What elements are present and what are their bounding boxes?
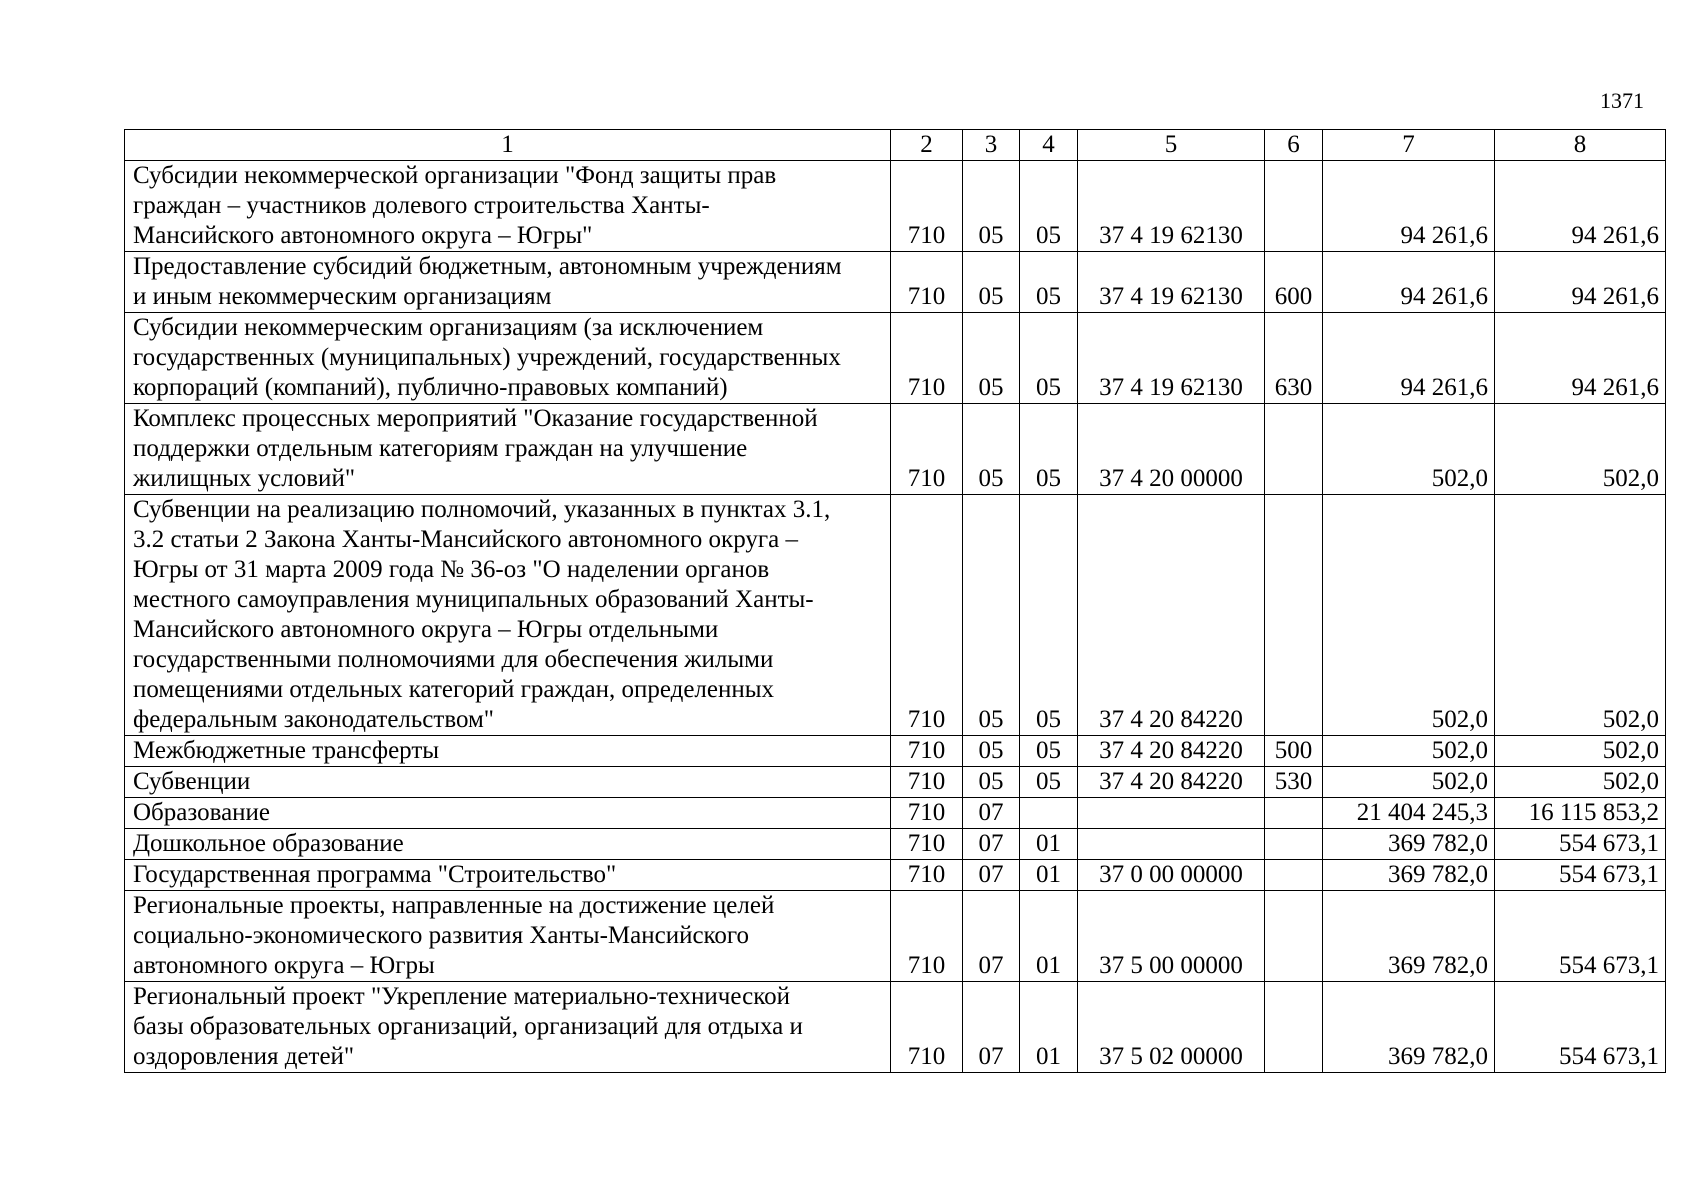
row-name-cell: Региональные проекты, направленные на достижение целей социально-экономического развития Ханты-Мансийского автономного округа – Югры [125,891,891,982]
section-code-cell: 05 [963,736,1020,767]
subsection-code-cell: 01 [1020,829,1078,860]
expense-type-cell [1265,161,1323,252]
amount-year2-cell: 554 673,1 [1495,982,1666,1073]
ministry-code-cell: 710 [891,252,963,313]
column-header: 1 [125,130,891,161]
expense-type-cell: 500 [1265,736,1323,767]
column-header: 5 [1078,130,1265,161]
table-row [125,495,1666,736]
target-article-cell: 37 4 20 00000 [1078,404,1265,495]
section-code-cell: 07 [963,798,1020,829]
target-article-cell: 37 4 20 84220 [1078,767,1265,798]
expense-type-cell [1265,982,1323,1073]
amount-year2-cell: 554 673,1 [1495,891,1666,982]
amount-year1-cell: 94 261,6 [1323,252,1495,313]
page-number: 1371 [1600,88,1644,113]
column-header: 6 [1265,130,1323,161]
subsection-code-cell: 01 [1020,982,1078,1073]
column-header: 7 [1323,130,1495,161]
amount-year1-cell: 21 404 245,3 [1323,798,1495,829]
section-code-cell: 05 [963,252,1020,313]
amount-year1-cell: 502,0 [1323,495,1495,736]
ministry-code-cell: 710 [891,829,963,860]
ministry-code-cell: 710 [891,891,963,982]
table-row [125,767,1666,798]
amount-year2-cell: 94 261,6 [1495,313,1666,404]
amount-year2-cell: 502,0 [1495,736,1666,767]
amount-year1-cell: 94 261,6 [1323,313,1495,404]
budget-table [124,129,1666,1073]
table-row [125,798,1666,829]
table-row [125,736,1666,767]
section-code-cell: 05 [963,161,1020,252]
target-article-cell: 37 4 19 62130 [1078,252,1265,313]
table-row [125,982,1666,1073]
subsection-code-cell [1020,798,1078,829]
row-name-cell: Комплекс процессных мероприятий "Оказание государственной поддержки отдельным категориям граждан на улучшение жилищных условий" [125,404,891,495]
column-header: 3 [963,130,1020,161]
ministry-code-cell: 710 [891,161,963,252]
amount-year1-cell: 369 782,0 [1323,829,1495,860]
subsection-code-cell: 05 [1020,495,1078,736]
amount-year1-cell: 94 261,6 [1323,161,1495,252]
expense-type-cell: 600 [1265,252,1323,313]
section-code-cell: 05 [963,404,1020,495]
expense-type-cell: 630 [1265,313,1323,404]
amount-year1-cell: 502,0 [1323,736,1495,767]
table-row [125,860,1666,891]
amount-year2-cell: 554 673,1 [1495,860,1666,891]
subsection-code-cell: 01 [1020,891,1078,982]
amount-year1-cell: 502,0 [1323,404,1495,495]
column-header: 4 [1020,130,1078,161]
ministry-code-cell: 710 [891,736,963,767]
subsection-code-cell: 05 [1020,767,1078,798]
amount-year2-cell: 554 673,1 [1495,829,1666,860]
ministry-code-cell: 710 [891,860,963,891]
ministry-code-cell: 710 [891,767,963,798]
table-row [125,161,1666,252]
row-name-cell: Субсидии некоммерческим организациям (за исключением государственных (муниципальных) учреждений, государственных корпораций (компаний), публично-правовых компаний) [125,313,891,404]
amount-year1-cell: 369 782,0 [1323,860,1495,891]
table-row [125,313,1666,404]
table-row [125,829,1666,860]
ministry-code-cell: 710 [891,404,963,495]
section-code-cell: 05 [963,313,1020,404]
amount-year2-cell: 94 261,6 [1495,161,1666,252]
ministry-code-cell: 710 [891,982,963,1073]
amount-year2-cell: 502,0 [1495,404,1666,495]
row-name-cell: Государственная программа "Строительство" [125,860,891,891]
column-header: 8 [1495,130,1666,161]
target-article-cell: 37 4 20 84220 [1078,495,1265,736]
target-article-cell: 37 4 19 62130 [1078,161,1265,252]
row-name-cell: Субвенции на реализацию полномочий, указанных в пунктах 3.1, 3.2 статьи 2 Закона Ханты-Мансийского автономного округа – Югры от 31 марта 2009 года № 36-оз "О наделении органов местного самоуправления муниципальных образований Ханты- Мансийского автономного округа – Югры отдельными государственными полномочиями для обеспечения жилыми помещениями отдельных категорий граждан, определенных федеральным законодательством" [125,495,891,736]
amount-year1-cell: 369 782,0 [1323,891,1495,982]
subsection-code-cell: 05 [1020,404,1078,495]
section-code-cell: 07 [963,829,1020,860]
section-code-cell: 07 [963,891,1020,982]
row-name-cell: Субсидии некоммерческой организации "Фонд защиты прав граждан – участников долевого строительства Ханты- Мансийского автономного округа – Югры" [125,161,891,252]
subsection-code-cell: 05 [1020,736,1078,767]
table-header-row [125,130,1666,161]
section-code-cell: 05 [963,767,1020,798]
table-row [125,404,1666,495]
expense-type-cell: 530 [1265,767,1323,798]
section-code-cell: 07 [963,982,1020,1073]
subsection-code-cell: 05 [1020,161,1078,252]
subsection-code-cell: 01 [1020,860,1078,891]
row-name-cell: Субвенции [125,767,891,798]
subsection-code-cell: 05 [1020,313,1078,404]
amount-year2-cell: 502,0 [1495,767,1666,798]
amount-year2-cell: 94 261,6 [1495,252,1666,313]
expense-type-cell [1265,891,1323,982]
row-name-cell: Региональный проект "Укрепление материально-технической базы образовательных организаций, организаций для отдыха и оздоровления детей" [125,982,891,1073]
amount-year2-cell: 502,0 [1495,495,1666,736]
target-article-cell: 37 5 02 00000 [1078,982,1265,1073]
ministry-code-cell: 710 [891,495,963,736]
section-code-cell: 05 [963,495,1020,736]
expense-type-cell [1265,829,1323,860]
section-code-cell: 07 [963,860,1020,891]
table-row [125,252,1666,313]
ministry-code-cell: 710 [891,798,963,829]
ministry-code-cell: 710 [891,313,963,404]
target-article-cell: 37 4 19 62130 [1078,313,1265,404]
table-row [125,891,1666,982]
row-name-cell: Образование [125,798,891,829]
expense-type-cell [1265,860,1323,891]
expense-type-cell [1265,495,1323,736]
amount-year2-cell: 16 115 853,2 [1495,798,1666,829]
target-article-cell [1078,829,1265,860]
target-article-cell: 37 4 20 84220 [1078,736,1265,767]
target-article-cell: 37 5 00 00000 [1078,891,1265,982]
row-name-cell: Межбюджетные трансферты [125,736,891,767]
row-name-cell: Дошкольное образование [125,829,891,860]
amount-year1-cell: 369 782,0 [1323,982,1495,1073]
expense-type-cell [1265,798,1323,829]
row-name-cell: Предоставление субсидий бюджетным, автономным учреждениям и иным некоммерческим организациям [125,252,891,313]
column-header: 2 [891,130,963,161]
target-article-cell [1078,798,1265,829]
subsection-code-cell: 05 [1020,252,1078,313]
amount-year1-cell: 502,0 [1323,767,1495,798]
expense-type-cell [1265,404,1323,495]
target-article-cell: 37 0 00 00000 [1078,860,1265,891]
